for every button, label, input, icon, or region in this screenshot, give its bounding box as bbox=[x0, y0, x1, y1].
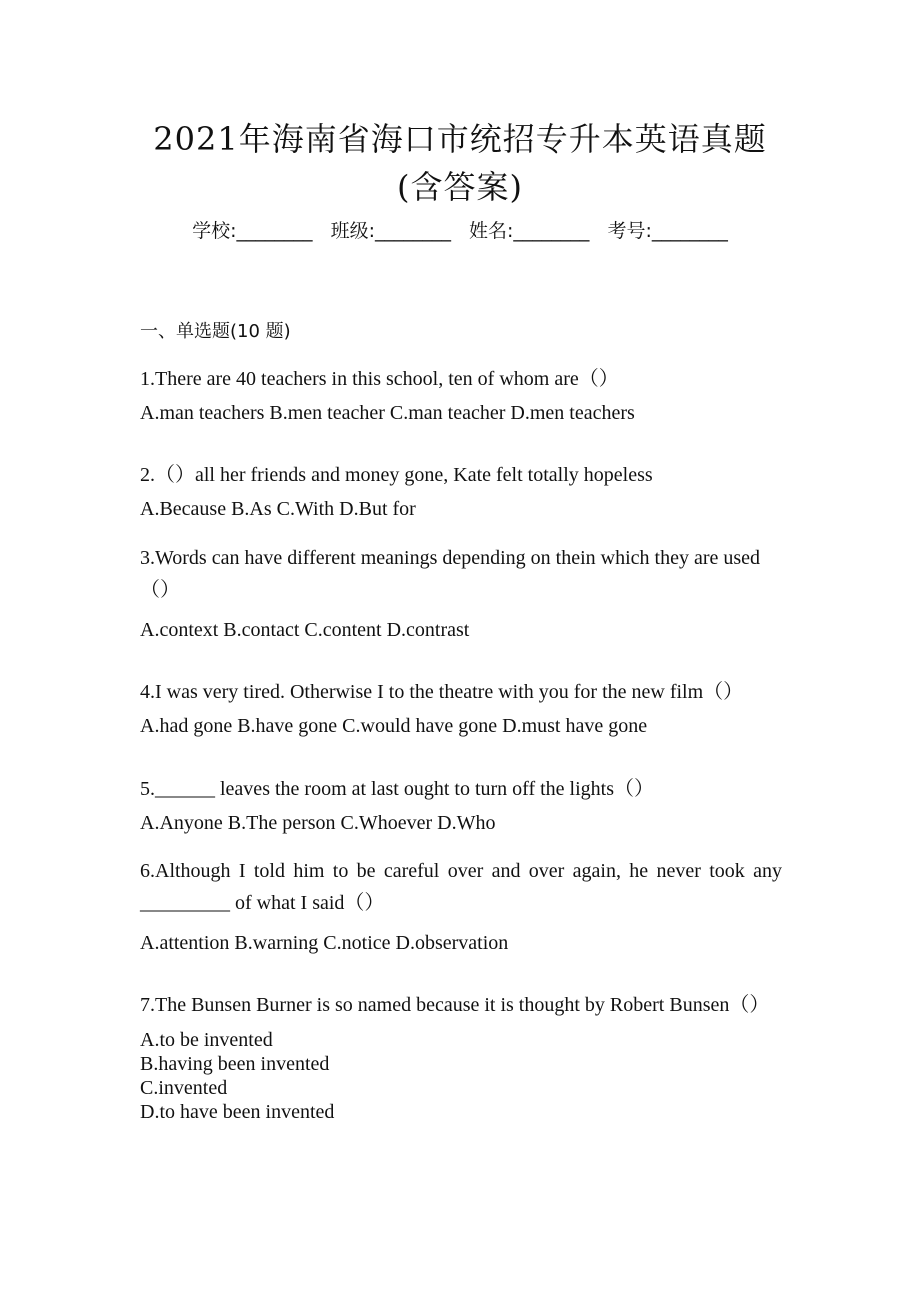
question-5-stem: 5.______ leaves the room at last ought to turn off the lights（） bbox=[140, 778, 655, 800]
question-3-stem: 3.Words can have different meanings depending on thein which they are used（） bbox=[140, 547, 761, 601]
question-4-stem: 4.I was very tired. Otherwise I to the theatre with you for the new film（） bbox=[140, 681, 744, 703]
question-7-option-a: A.to be invented bbox=[140, 1029, 273, 1051]
name-field: 姓名:________ bbox=[469, 220, 590, 242]
class-field: 班级:________ bbox=[330, 220, 451, 242]
section-heading: 一、单选题(10 题) bbox=[140, 321, 291, 342]
question-2-options: A.Because B.As C.With D.But for bbox=[140, 498, 416, 520]
question-1-stem: 1.There are 40 teachers in this school, ten of whom are（） bbox=[140, 368, 619, 390]
question-7-option-d: D.to have been invented bbox=[140, 1101, 335, 1123]
question-3-options: A.context B.contact C.content D.contrast bbox=[140, 619, 470, 641]
question-1-options: A.man teachers B.men teacher C.man teacher D.men teachers bbox=[140, 402, 635, 424]
student-info-line bbox=[0, 216, 920, 243]
question-7-option-c: C.invented bbox=[140, 1077, 228, 1099]
question-7-option-b: B.having been invented bbox=[140, 1053, 330, 1075]
question-5-options: A.Anyone B.The person C.Whoever D.Who bbox=[140, 812, 496, 834]
document-subtitle: (含答案) bbox=[397, 168, 523, 206]
question-6-stem: 6.Although I told him to be careful over and over again, he never took any _________ of what I said（） bbox=[140, 860, 782, 914]
question-7-stem: 7.The Bunsen Burner is so named because it is thought by Robert Bunsen（） bbox=[140, 994, 770, 1016]
question-6-options: A.attention B.warning C.notice D.observation bbox=[140, 932, 509, 954]
document-title: 2021年海南省海口市统招专升本英语真题 bbox=[153, 120, 767, 158]
school-field: 学校:________ bbox=[192, 220, 313, 242]
question-2-stem: 2.（）all her friends and money gone, Kate felt totally hopeless bbox=[140, 464, 653, 486]
question-4-options: A.had gone B.have gone C.would have gone D.must have gone bbox=[140, 715, 648, 737]
exam-number-field: 考号:________ bbox=[607, 220, 728, 242]
